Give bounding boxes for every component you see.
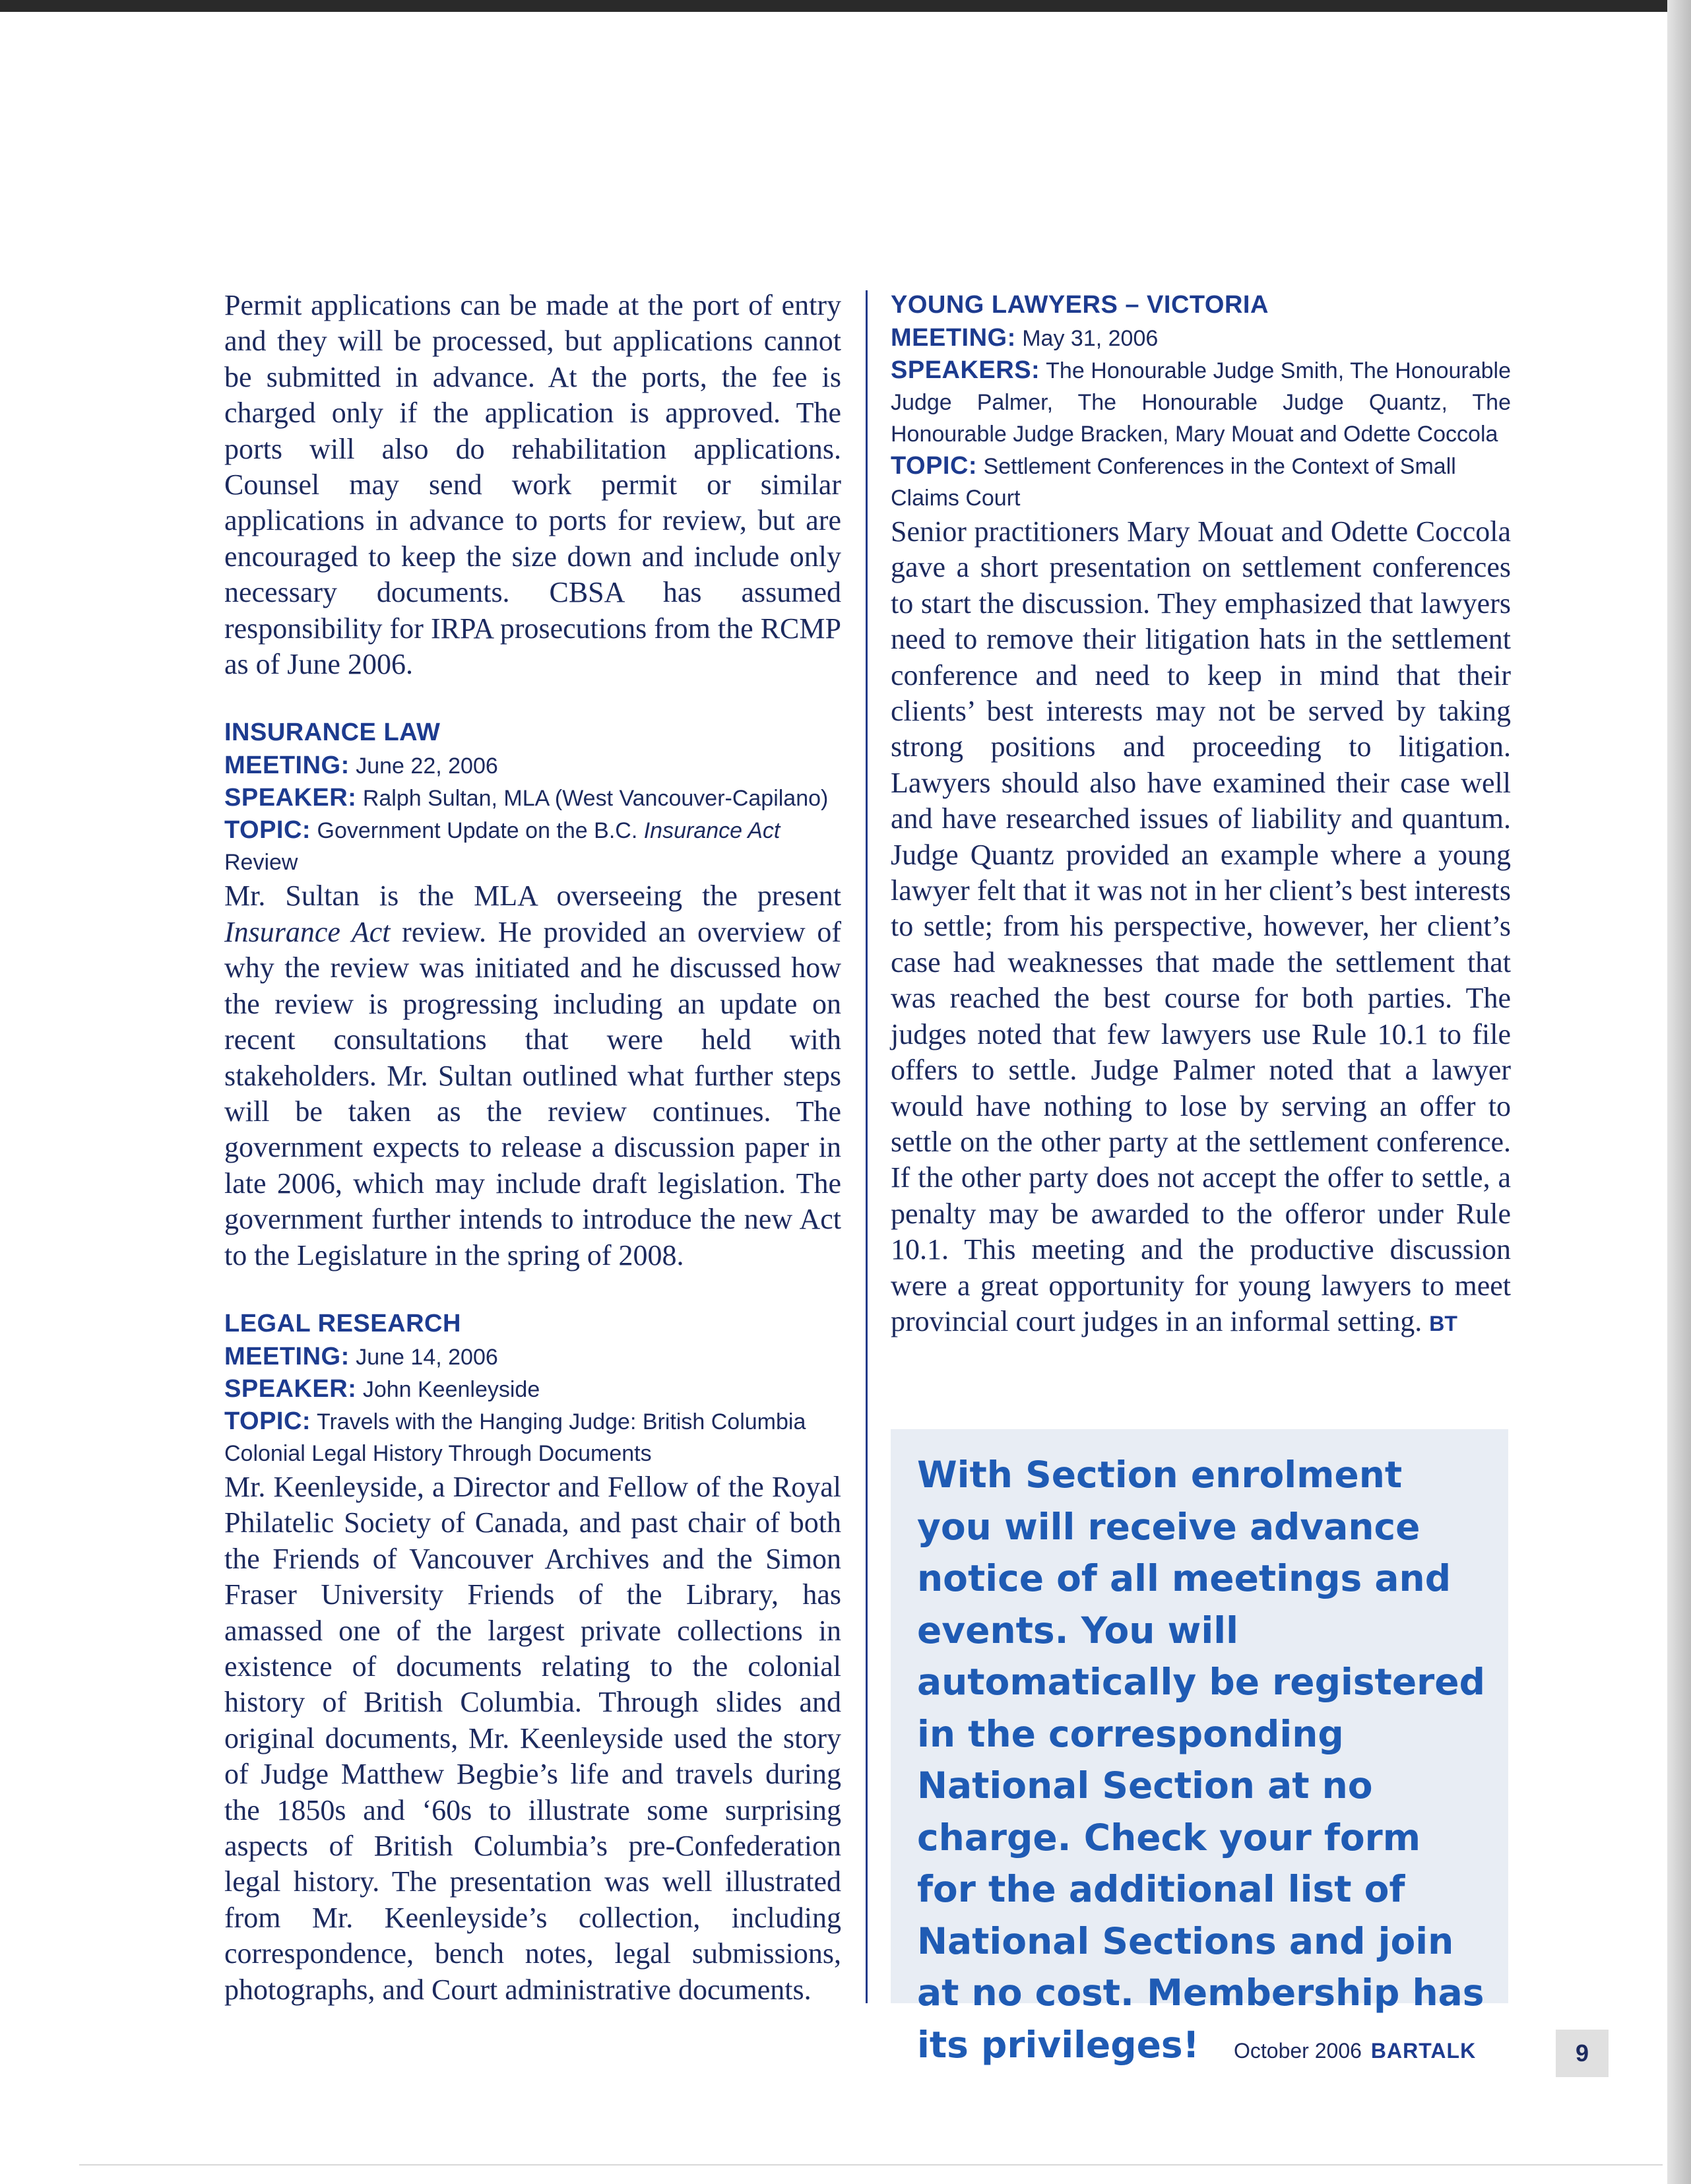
topic-text-end: Review	[224, 850, 298, 876]
section-title: INSURANCE LAW	[224, 719, 441, 747]
page-number: 9	[1556, 2030, 1609, 2077]
speaker-label: SPEAKER:	[224, 1374, 357, 1403]
topic-line	[224, 814, 841, 878]
meeting-line	[224, 750, 841, 782]
meeting-label: MEETING:	[224, 1342, 350, 1370]
bottom-rule	[79, 2164, 1663, 2166]
legal-research-section	[224, 1306, 841, 2008]
topic-text: Settlement Conferences in the Context of Small Claims Court	[891, 454, 1456, 511]
topic-text: Travels with the Hanging Judge: British Columbia Colonial Legal History Through Documents	[224, 1409, 806, 1466]
meeting-label: MEETING:	[891, 324, 1016, 352]
topic-label: TOPIC:	[224, 816, 311, 845]
intro-paragraph: Permit applications can be made at the port of entry and they will be processed, but applications cannot be submitted in advance. At the ports, the fee is charged only if the application is approved. The ports will also do rehabilitation applications. Counsel may send work permit or similar applications in advance to ports for review, but are encouraged to keep the size down and include only necessary documents. CBSA has assumed responsibility for IRPA prosecutions from the RCMP as of June 2006.	[224, 289, 841, 681]
meeting-line	[891, 322, 1511, 354]
meeting-line	[224, 1341, 841, 1373]
topic-italic: Insurance Act	[643, 818, 781, 844]
insurance-law-section	[224, 715, 841, 1273]
speaker-line	[224, 782, 841, 814]
body-text: Senior practitioners Mary Mouat and Odette Coccola gave a short presentation on settlement conferences to start the discussion. They emphasized that lawyers need to remove their litigation hats in the settlement conference and need to keep in mind that their clients’ best interests may not be served by taking strong positions and proceeding to litigation. Lawyers should also have examined their case well and have researched issues of liability and quantum. Judge Quantz provided an example where a young lawyer felt that it was not in her client’s best interests to settle; from his perspective, however, her client’s case had weaknesses that made the settlement that was reached the best course for both parties. The judges noted that few lawyers use Rule 10.1 to file offers to settle. Judge Palmer noted that a lawyer would have nothing to lose by serving an offer to settle on the other party at the settlement conference. If the other party does not accept the offer to settle, a penalty may be awarded to the offeror under Rule 10.1. This meeting and the productive discussion were a great opportunity for young lawyers to meet provincial court judges in an informal setting.	[891, 515, 1511, 1337]
topic-label: TOPIC:	[224, 1407, 311, 1435]
speaker-name: Ralph Sultan, MLA (West Vancouver-Capilano)	[362, 786, 829, 812]
magazine-name: BARTALK	[1370, 2039, 1477, 2063]
body-text-end: review. He provided an overview of why the review was initiated and he discussed how the review is progressing including an update on recent consultations that were held with stakeholders. Mr. Sultan outlined what further steps will be taken as the review continues. The government expects to release a discussion paper in late 2006, which may include draft legislation. The government further intends to introduce the new Act to the Legislature in the spring of 2008.	[224, 915, 842, 1271]
left-column	[224, 288, 841, 2008]
page-edge	[1667, 0, 1691, 2184]
end-mark: BT	[1429, 1311, 1457, 1335]
speaker-name: John Keenleyside	[362, 1376, 540, 1402]
section-body: Mr. Keenleyside, a Director and Fellow of the Royal Philatelic Society of Canada, and past chair of both the Friends of Vancouver Archives and the Simon Fraser University Friends of the Library, has amassed one of the largest private collections in existence of documents relating to the colonial history of British Columbia. Through slides and original documents, Mr. Keenleyside used the story of Judge Matthew Begbie’s life and travels during the 1850s and ‘60s to illustrate some surprising aspects of British Columbia’s pre-Confederation legal history. The presentation was well illustrated from Mr. Keenleyside’s collection, including correspondence, bench notes, legal submissions, photographs, and Court administrative documents.	[224, 1470, 841, 2006]
promo-text: With Section enrolment you will receive advance notice of all meetings and events. You will automatically be registered in the corresponding National Section at no charge. Check your form for the additional list of National Sections and join at no cost. Membership has its privileges!	[917, 1454, 1485, 2066]
speakers-label: SPEAKERS:	[891, 356, 1040, 384]
speaker-label: SPEAKER:	[224, 784, 357, 812]
meeting-date: June 14, 2006	[356, 1344, 498, 1370]
body-italic: Insurance Act	[224, 915, 391, 948]
section-body	[891, 514, 1511, 1341]
right-column	[891, 288, 1511, 1341]
section-title: YOUNG LAWYERS – VICTORIA	[891, 291, 1269, 319]
section-title: LEGAL RESEARCH	[224, 1309, 461, 1337]
column-divider	[866, 290, 868, 2003]
issue-date: October 2006	[1234, 2039, 1362, 2063]
topic-line	[224, 1405, 841, 1469]
meeting-label: MEETING:	[224, 752, 350, 780]
topic-text: Government Update on the B.C.	[317, 818, 638, 844]
speaker-line	[224, 1373, 841, 1405]
page-footer	[1234, 2039, 1476, 2063]
meeting-date: May 31, 2006	[1022, 326, 1159, 351]
top-border	[0, 0, 1691, 12]
body-text: Mr. Sultan is the MLA overseeing the present	[224, 880, 841, 913]
speakers-line	[891, 354, 1511, 450]
topic-label: TOPIC:	[891, 452, 978, 480]
meeting-date: June 22, 2006	[356, 754, 498, 779]
topic-line	[891, 450, 1511, 514]
section-body	[224, 878, 841, 1273]
speakers-names: The Honourable Judge Smith, The Honourable Judge Palmer, The Honourable Judge Quantz, The Honourable Judge Bracken, Mary Mouat and Odette Coccola	[891, 358, 1511, 447]
young-lawyers-section	[891, 288, 1511, 1341]
